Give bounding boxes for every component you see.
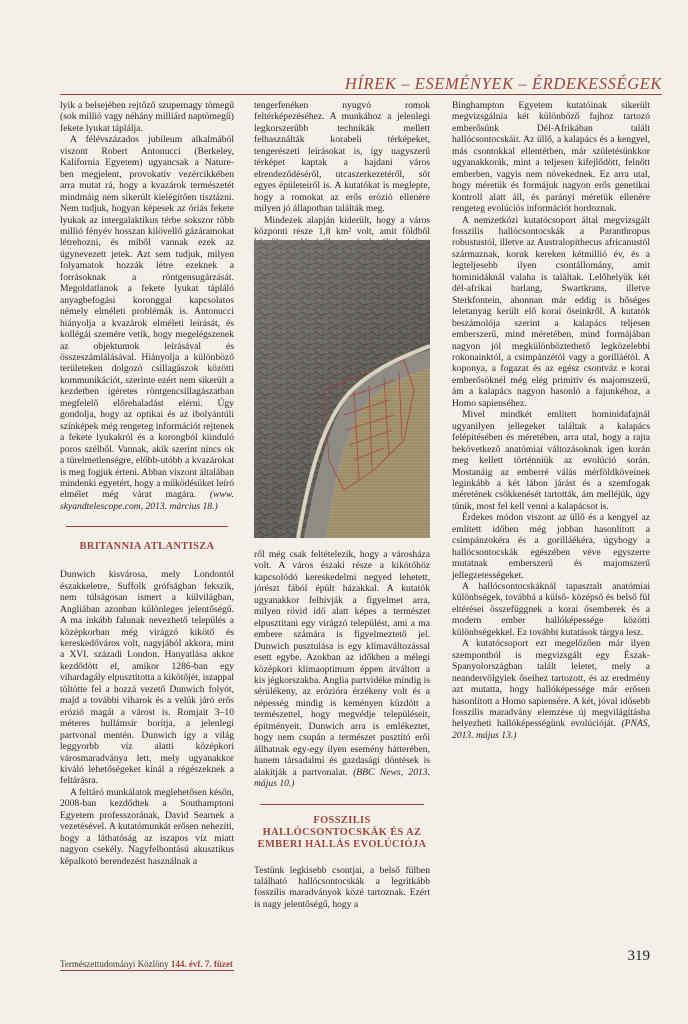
column-1 <box>60 100 234 867</box>
citation: (PNAS, 2013. május 13.) <box>452 718 650 741</box>
paragraph: A nemzetközi kutatócsoport által megvizsgált fosszilis hallócsontocskák a Paranthropus robustustól, illetve az Australopithecus africanustól származnak, koruk kereken kétmillió év, és a legteljesebb ilyen csontállomány, amit hominidáknál valaha is találtak. Lelőhelyük két dél-afrikai barlang, Swartkrans, illetve Sterkfontein, ahonnan már eddig is bőséges leletanyag került elő korai őseinkről. A kutatók beszámolója szerint a kalapács teljesen emberszerű, mind méretében, mind formájában nagyon jól megkülönböztethető legközelebbi rokonainktól, a csimpánzétól vagy a gorilláétól. A koponya, a fogazat és az egész csontváz e korai emberősöknél még elég primitív és majomszerű, ám a kalapács nagyon hasonló a fajunkéhoz, a Homo sapienséhez. <box>452 214 650 409</box>
paragraph: Binghampton Egyetem kutatóinak sikerült megvizsgálnia két különböző fajhoz tartozó emberősünk Dél-Afrikában talált hallócsontocskáit. Az üllő, a kalapács és a kengyel, más csontokkal ellentétben, már születésünkkor ugyanakkorák, mint a teljesen kifejlődött, felnőtt emberben, vagyis nem növekednek. Ez arra utal, hogy méretük és formájuk nagyon erős genetikai kontroll alatt áll, és parányi méretük ellenére rengeteg evolúciós információt hordoznak. <box>452 100 650 215</box>
paragraph: lyik a belsejében rejtőző szupernagy tömegű (sok millió vagy néhány milliárd naptömegű) fekete lyukat táplálja. <box>60 100 234 134</box>
paragraph <box>254 549 430 790</box>
journal-name: Természettudományi Közlöny <box>60 959 169 969</box>
sonar-map-image <box>254 240 430 538</box>
volume-issue: 144. évf. 7. füzet <box>170 959 233 969</box>
paragraph: Mindezek alapján kiderült, hogy a város központi része 1,8 km² volt, amit földből <box>254 214 430 237</box>
paragraph-text: A kutatócsoport ezt megelőzően már ilyen szempontból is megvizsgált egy Észak-Spanyolországban talált leletet, mely a neandervölgyiek őseihez tartozott, és az eredmény azt mutatta, hogy hallóképessége már erősen hasonlított a Homo sapiensére. A két, jóval idősebb fosszilis maradvány elemzése új megvilágításba helyezheti hallóképességünk evolúcióját. <box>452 638 650 730</box>
paragraph: Mivel mindkét említett hominidafajnál ugyanilyen jellegeket találtak a kalapács felépítésében és méretében, arra utal, hogy a rajta bekövetkező anatómiai változásoknak igen korán meg kellett történniük az evolúció során. Mostanáig az emberré válás mérföldköveinek leginkább a két lábon járást és a szemfogak méretének csökkenését tartották, ám melléjük, úgy tűnik, most fel kell venni a kalapácsot is. <box>452 409 650 512</box>
section-title-britannia: BRITANNIA ATLANTISZA <box>79 541 215 553</box>
paragraph: A feltáró munkálatok meglehetősen későn, 2008-ban kezdődtek a Southamptoni Egyetem professzorának, David Searnek a vezetésével. A kutatómunkát erősen nehezíti, hogy a láthatóság az iszapos víz miatt nagyon csekély. Nagyfelbontású akusztikus képalkotó berendezést használnak a <box>60 786 234 867</box>
section-rule <box>66 526 228 527</box>
paragraph: tengerfenéken nyugvó romok feltérképezéséhez. A munkához a jelenlegi legkorszerűbb technikák mellett felhasználták korabeli térképeket, tengerészeti leírásokat is, így nagyszerű térképet kaptak a hajdani város elrendeződéséről, utcaszerkezetéről, sőt egyes épületeiről is. A kutatókat is meglepte, hogy a romokat az erős erózió ellenére milyen jó állapotban találták meg. <box>254 100 430 215</box>
section-title-fossils: FOSSZILIS HALLÓCSONTOCSKÁK ÉS AZ EMBERI HALLÁS EVOLÚCIÓJA <box>257 814 427 850</box>
paragraph: Dunwich kisvárosa, mely Londontól északkeletre, Suffolk grófságban fekszik, nem túlságosan ismert a külvilágban, Angliában azonban különleges jelentőségű. A ma inkább falunak nevezhető település a középkorban még virágzó kikötő és kereskedőváros volt, nagyjából akkora, mint a XVI. századi London. Hanyatlása akkor kezdődött el, amikor 1286-ban egy vihardagály elpusztította a kikötőjét, iszappal töltötte fel a hozzá vezető Dunwich folyót, majd a további viharok és a velük járó erős erózió magát a várost is. Romjait 3–10 méteres hullámsír borítja, a jelenlegi partvonal mentén. Dunwich így a világ leggyorbb víz alatti középkori városmaradványa lett, mely ugyanakkor kiváló lehetőségeket kínál a régészeknek a feltárásra. <box>60 569 234 787</box>
paragraph <box>60 134 234 512</box>
footer-rule <box>60 970 234 971</box>
section-header: HÍREK – ESEMÉNYEK – ÉRDEKESSÉGEK <box>344 74 662 93</box>
paragraph: Testünk legkisebb csontjai, a belső fülben található hallócsontocskák a legritkább fosszilis maradványok közé tartoznak. Ezért is nagy jelentőségű, hogy a <box>254 864 430 910</box>
column-3 <box>452 100 650 741</box>
column-2-bottom <box>254 549 430 910</box>
section-rule <box>260 804 424 805</box>
page-number: 319 <box>627 948 650 964</box>
paragraph-text: ről még csak feltételezik, hogy a városháza volt. A város északi része a kikötőhöz kapcsolódó kereskedelmi negyed lehetett, jórészt fából épült házakkal. A kutatók ugyanakkor felhívják a figyelmet arra, milyen rövid idő alatt képes a természet elpusztítani egy virágzó települést, ami a ma embere számára is figyelmeztető jel. Dunwich pusztulása is egy klímaváltozással esett egybe. Azokban az időkben a mélegi középkori klímaoptimum éppen átváltott a kis jégkorszakba. Anglia partvidéke mindig is sérülékeny, az erózióra érzékeny volt és a népesség mindig is keményen küzdött a természettel, hogy megvédje településeit, építményeit. Dunwich arra is emlékeztet, hogy nem csupán a természet pusztító erői állhatnak egy-egy ilyen esemény hátterében, hanem társadalmi és gazdasági döntések is alakítják a partvonalat. <box>254 549 430 778</box>
header-rule <box>60 94 662 95</box>
footer-journal <box>60 959 233 969</box>
paragraph: Érdekes módon viszont az üllő és a kengyel az említett időben még jobban hasonlított a csimpánzokéra és a gorilláékéra, úgyhogy a hallócsontocskák egészében véve egyszerre mutatnak emberszerű és majomszerű jellegzetességeket. <box>452 512 650 581</box>
citation: (BBC News, 2013. május 10.) <box>254 766 431 790</box>
paragraph: A hallócsontocskáknál tapasztalt anatómiai különbségek, továbbá a külső- középső és belső fül eltérései összefüggnek a korai ősemberek és a modern ember hallóképessége közötti különbségekkel. Ez további kutatások tárgya lesz. <box>452 581 650 638</box>
citation: (www. skyandtelescope.com, 2013. március 18.) <box>60 489 234 512</box>
paragraph <box>452 638 650 741</box>
paragraph-text: A félévszázados jubileum alkalmából viszont Robert Antonucci (Berkeley, Kalifornia Egyetem) ugyancsak a Nature-ben megjelent, provokatív vezércikkében arra mutat rá, hogy a kvazárok természetét mindmáig nem sikerült kielégítően tisztázni. Nem tudjuk, hogyan képesek az óriás fekete lyukak az intergalaktikus térbe sokszor több millió fényév hosszan kilövellő gázáramokat létrehozni, és miből vannak ezek az úgynevezett jetek. Azt sem tudjuk, milyen folyamatok hozzák létre ezeknek a forrásoknak a röntgensugárzását. Megoldatlanok a fekete lyukat tápláló anyagbefogási koronggal kapcsolatos némely elméleti problémák is. Antonucci hiányolja a kvazárok elméleti leírását, és kollégái szemére vetik, hogy megelégszenek az objektumok leírásával és összeszámlálásával. Hiányolja a különböző területeken dolgozó csillagászok közötti kommunikációt, szerinte ezért nem sikerült a kezdetben ígéretes röntgencsillagászatban megfelelő előrehaladást elérni. Úgy gondolja, hogy az optikai és az ibolyántúli színképek még rengeteg információt rejtenek a fekete lyukakról és a korongból kiinduló poros szélből. Vannak, akik szerint nincs ok a türelmetlenségre, előbb-utóbb a kvazárokat is meg fogjuk érteni. Abban viszont általában mindenki egyetért, hogy a működésüket leíró elmélet még várat magára. <box>60 134 234 501</box>
